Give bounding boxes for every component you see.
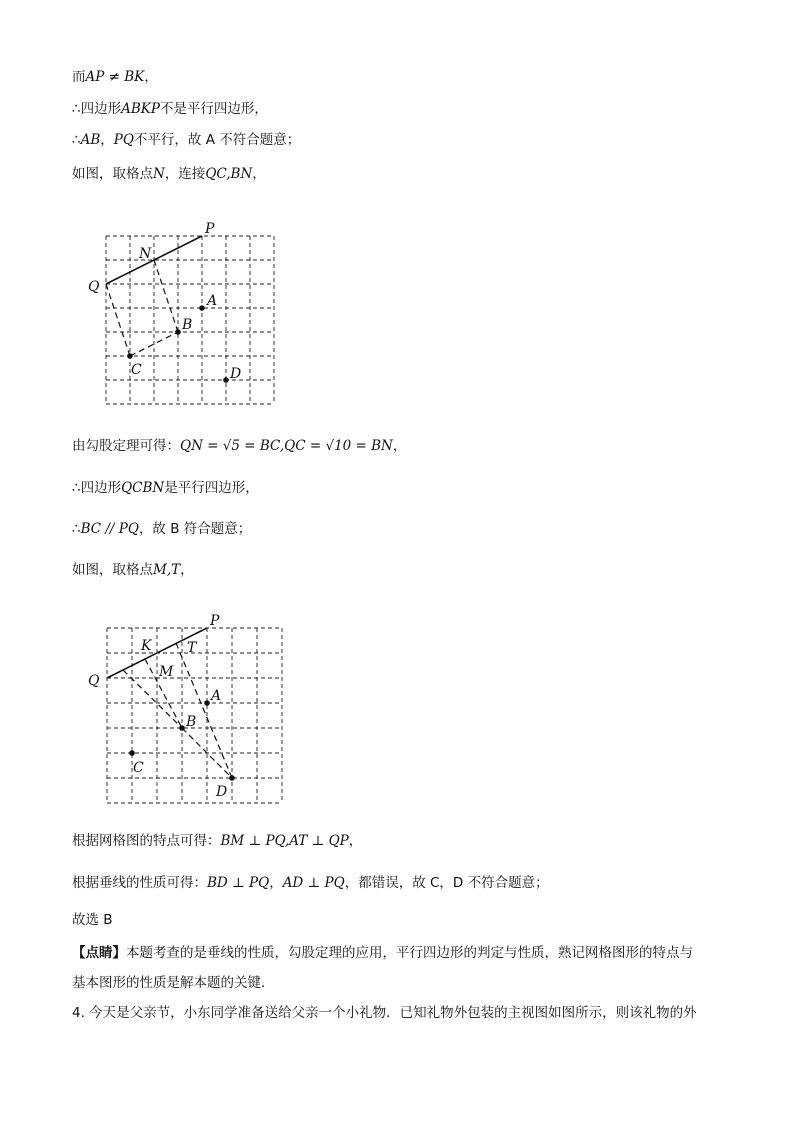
label-K: K xyxy=(141,638,152,654)
text: 不平行，故 A 不符合题意； xyxy=(133,132,301,148)
label-A: A xyxy=(211,688,222,704)
text: ， xyxy=(269,875,283,891)
math-expr: M,T xyxy=(153,562,181,578)
text: ，都错误，故 C，D 不符合题意； xyxy=(344,875,549,891)
text: 如图，取格点 xyxy=(72,166,153,182)
text: 根据垂线的性质可得： xyxy=(72,875,207,891)
math-expr: QCBN xyxy=(121,480,165,496)
text: ∴ xyxy=(72,132,81,148)
math-expr: PQ xyxy=(113,132,134,148)
answer-text: 故选 B xyxy=(72,912,113,928)
point-C xyxy=(129,750,135,756)
comment-tag: 【点睛】 xyxy=(72,945,126,961)
label-D: D xyxy=(230,366,242,382)
label-Q: Q xyxy=(88,279,100,295)
text-line-13 xyxy=(72,973,275,993)
text: 而 xyxy=(72,69,86,85)
text-line-10 xyxy=(72,873,549,893)
text-line-9 xyxy=(72,831,362,851)
text-line-12 xyxy=(72,943,693,963)
text: ， xyxy=(144,69,158,85)
text: ∴ xyxy=(72,521,81,537)
label-N: N xyxy=(139,246,152,262)
text: ， xyxy=(180,562,194,578)
text: ，故 B 符合题意； xyxy=(138,521,252,537)
dashed-construction-lines xyxy=(123,643,232,778)
text: ， xyxy=(348,833,363,849)
text: ，连接 xyxy=(164,166,206,182)
text: 本题考查的是垂线的性质，勾股定理的应用，平行四边形的判定与性质，熟记网格图形的特点与 xyxy=(126,945,693,961)
label-B: B xyxy=(182,317,193,333)
math-expr: QN = √5 = BC,QC = √10 = BN xyxy=(180,438,393,454)
text: 根据网格图的特点可得： xyxy=(72,833,221,849)
label-M: M xyxy=(159,664,174,680)
label-Q: Q xyxy=(88,673,100,689)
label-C: C xyxy=(131,362,142,378)
math-expr: BC // PQ xyxy=(80,521,139,537)
text-line-11 xyxy=(72,910,113,930)
math-expr: AB xyxy=(80,132,101,148)
point-A xyxy=(204,700,210,706)
math-expr: BM ⊥ PQ,AT ⊥ QP xyxy=(220,833,349,849)
label-D: D xyxy=(216,784,228,800)
text-line-14 xyxy=(72,1003,697,1023)
math-expr: QC,BN xyxy=(205,166,253,182)
point-D xyxy=(229,775,235,781)
text: 如图，取格点 xyxy=(72,562,153,578)
math-expr: ABKP xyxy=(121,101,160,117)
label-P: P xyxy=(210,613,220,629)
label-A: A xyxy=(207,293,218,309)
text: ∴四边形 xyxy=(72,480,122,496)
math-expr: N xyxy=(153,166,165,182)
question-text: 4. 今天是父亲节，小东同学准备送给父亲一个小礼物．已知礼物外包装的主视图如图所示，则该礼物的外 xyxy=(72,1005,697,1021)
text: ， xyxy=(252,166,266,182)
label-P: P xyxy=(205,221,215,237)
label-C: C xyxy=(133,760,144,776)
text: ， xyxy=(392,438,407,454)
text: ∴四边形 xyxy=(72,101,122,117)
label-B: B xyxy=(186,714,197,730)
text: 基本图形的性质是解本题的关键． xyxy=(72,975,275,991)
math-expr: BD ⊥ PQ xyxy=(207,875,270,891)
math-expr: AD ⊥ PQ xyxy=(282,875,345,891)
label-T: T xyxy=(187,640,197,656)
text: 是平行四边形， xyxy=(164,480,259,496)
text: 不是平行四边形， xyxy=(159,101,268,117)
text: 由勾股定理可得： xyxy=(72,438,180,454)
text: ， xyxy=(100,132,114,148)
point-B xyxy=(179,725,185,731)
math-expr: AP ≠ BK xyxy=(85,69,145,85)
